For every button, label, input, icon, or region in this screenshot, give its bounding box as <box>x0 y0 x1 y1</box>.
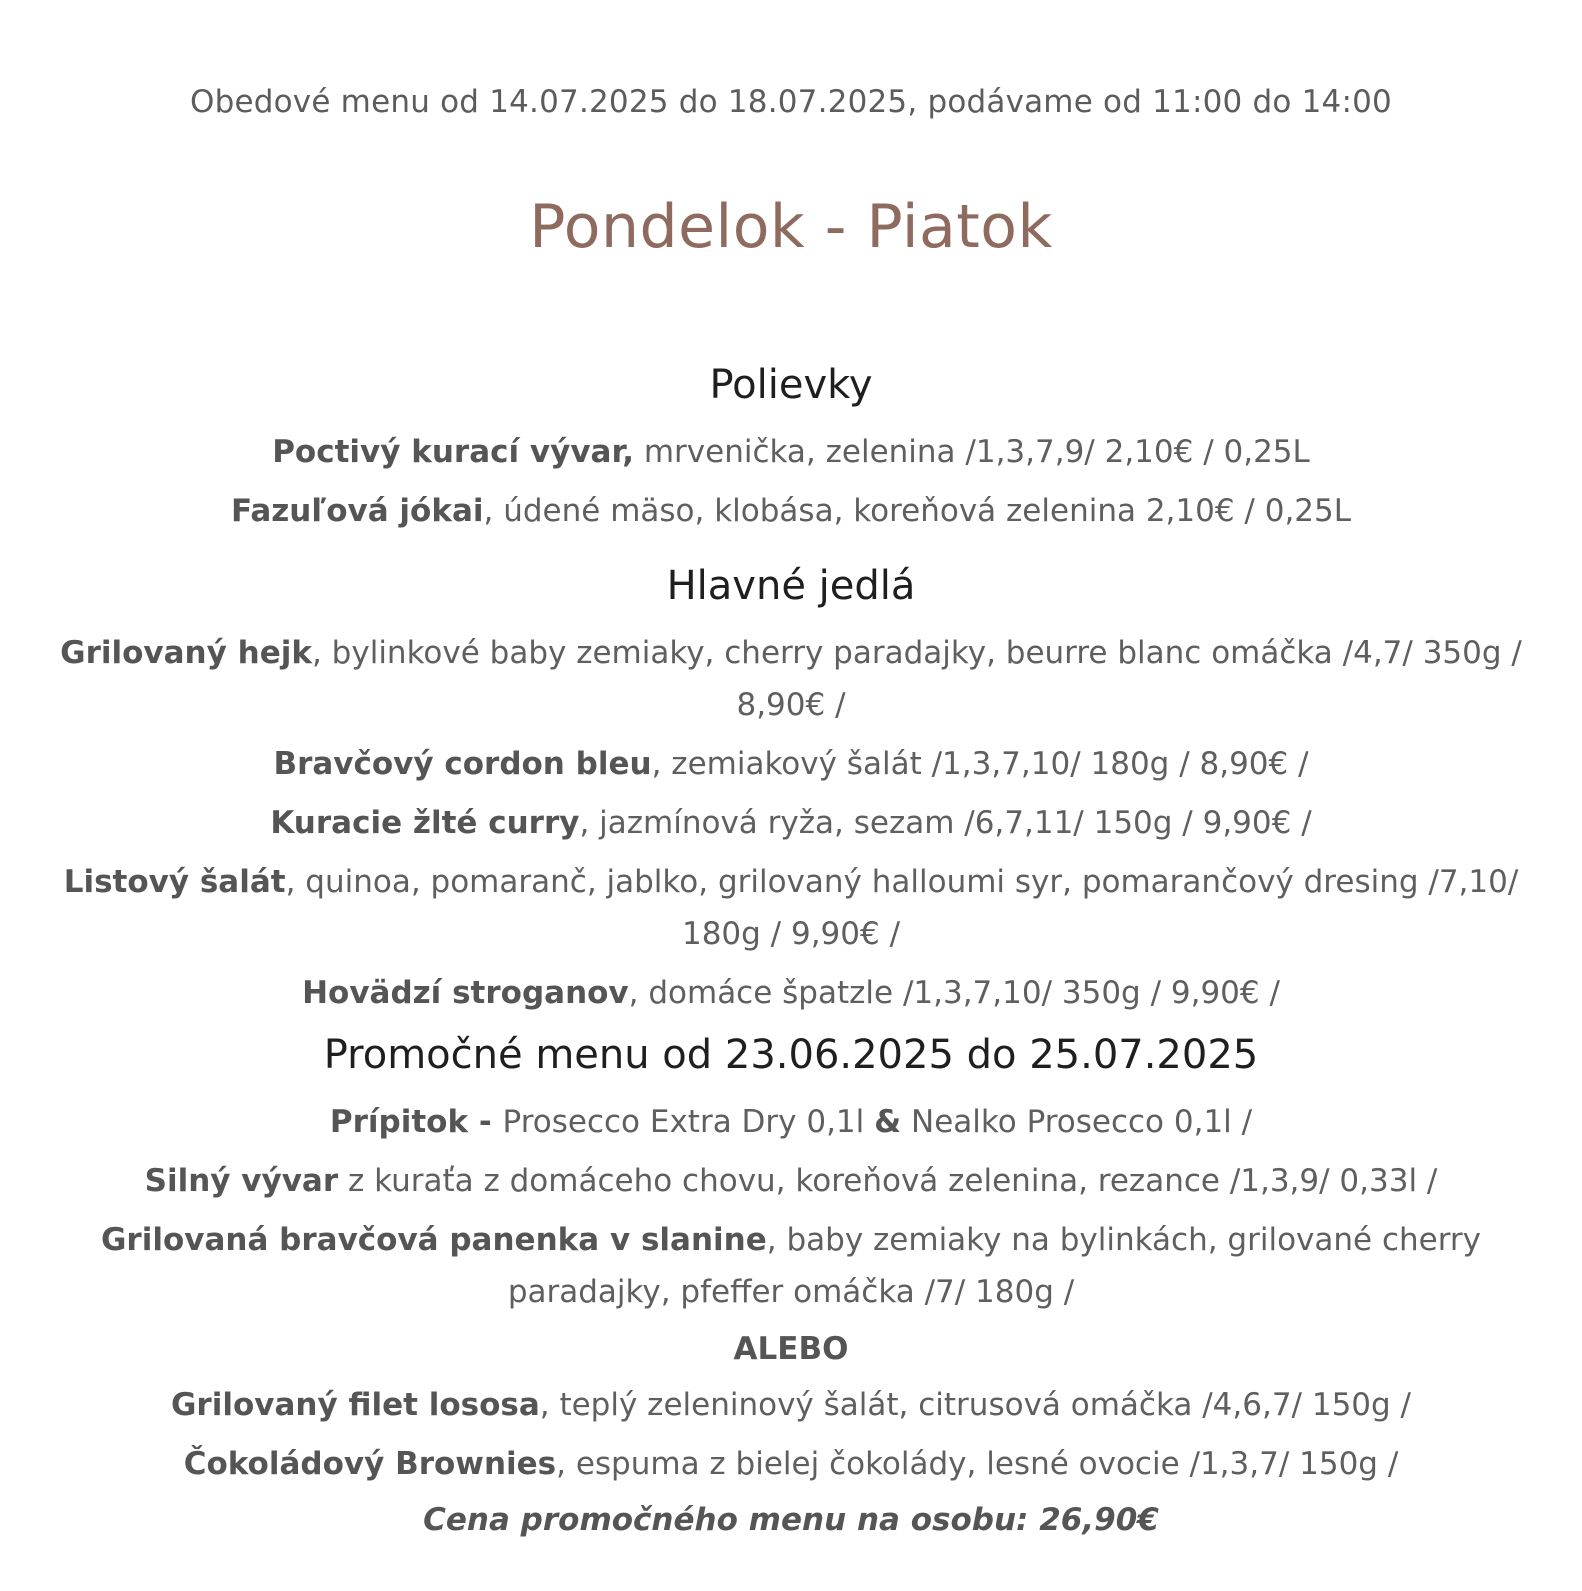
dish-description: , údené mäso, klobása, koreňová zelenina 2,10€ / 0,25L <box>483 493 1352 529</box>
promo-heading: Promočné menu od 23.06.2025 do 25.07.2025 <box>323 1032 1259 1078</box>
dish-name: Listový šalát <box>63 864 286 900</box>
dish-name: Bravčový cordon bleu <box>273 746 652 782</box>
menu-content <box>50 356 1532 1543</box>
menu-days-heading: Pondelok - Piatok <box>529 192 1053 262</box>
dish-name: Silný vývar <box>144 1163 339 1199</box>
dish-description: mrvenička, zelenina /1,3,7,9/ 2,10€ / 0,25L <box>633 434 1310 470</box>
promo-dessert <box>50 1438 1532 1490</box>
dish-name: Poctivý kurací vývar, <box>272 434 634 470</box>
dish-name: Čokoládový Brownies <box>183 1446 557 1482</box>
menu-intro: Obedové menu od 14.07.2025 do 18.07.2025, podávame od 11:00 do 14:00 <box>190 84 1392 120</box>
menu-item <box>50 738 1532 790</box>
ampersand: & <box>874 1104 902 1140</box>
dish-description: , bylinkové baby zemiaky, cherry paradajky, beurre blanc omáčka /4,7/ 350g / 8,90€ / <box>311 635 1522 723</box>
dish-description: , baby zemiaky na bylinkách, grilované cherry paradajky, pfeffer omáčka /7/ 180g / <box>507 1222 1482 1310</box>
menu-item <box>50 967 1532 1019</box>
promo-toast <box>50 1096 1532 1148</box>
or-label: ALEBO <box>733 1331 849 1367</box>
dish-name: Grilovaný hejk <box>60 635 312 671</box>
menu-item <box>50 627 1532 731</box>
dish-description: Nealko Prosecco 0,1l / <box>901 1104 1253 1140</box>
dish-description: , domáce špatzle /1,3,7,10/ 350g / 9,90€ / <box>628 975 1280 1011</box>
dish-description: , teplý zeleninový šalát, citrusová omáčka /4,6,7/ 150g / <box>539 1387 1411 1423</box>
promo-soup <box>50 1155 1532 1207</box>
dish-name: Fazuľová jókai <box>230 493 484 529</box>
dish-name: Grilovaný filet lososa <box>170 1387 540 1423</box>
dish-description: , zemiakový šalát /1,3,7,10/ 180g / 8,90€ / <box>651 746 1309 782</box>
promo-main-1 <box>50 1214 1532 1318</box>
menu-item <box>50 856 1532 960</box>
dish-name: Grilovaná bravčová panenka v slanine <box>100 1222 767 1258</box>
soups-heading: Polievky <box>709 362 873 408</box>
dish-description: Prosecco Extra Dry 0,1l <box>502 1104 875 1140</box>
menu-item <box>50 797 1532 849</box>
dish-description: , jazmínová ryža, sezam /6,7,11/ 150g / 9,90€ / <box>579 805 1312 841</box>
promo-price: Cena promočného menu na osobu: 26,90€ <box>423 1502 1159 1538</box>
soups-list <box>50 426 1532 537</box>
dish-name: Hovädzí stroganov <box>302 975 629 1011</box>
promo-main-2 <box>50 1379 1532 1431</box>
dish-description: , quinoa, pomaranč, jablko, grilovaný halloumi syr, pomarančový dresing /7,10/ 180g / 9,90€ / <box>285 864 1519 952</box>
dish-name: Kuracie žlté curry <box>270 805 580 841</box>
dish-description: z kuraťa z domáceho chovu, koreňová zelenina, rezance /1,3,9/ 0,33l / <box>338 1163 1438 1199</box>
promo-list <box>50 1096 1532 1543</box>
menu-item <box>50 426 1532 478</box>
dish-description: , espuma z bielej čokolády, lesné ovocie /1,3,7/ 150g / <box>556 1446 1399 1482</box>
dish-name: Prípitok - <box>329 1104 503 1140</box>
menu-item <box>50 485 1532 537</box>
mains-list <box>50 627 1532 1019</box>
mains-heading: Hlavné jedlá <box>666 563 916 609</box>
